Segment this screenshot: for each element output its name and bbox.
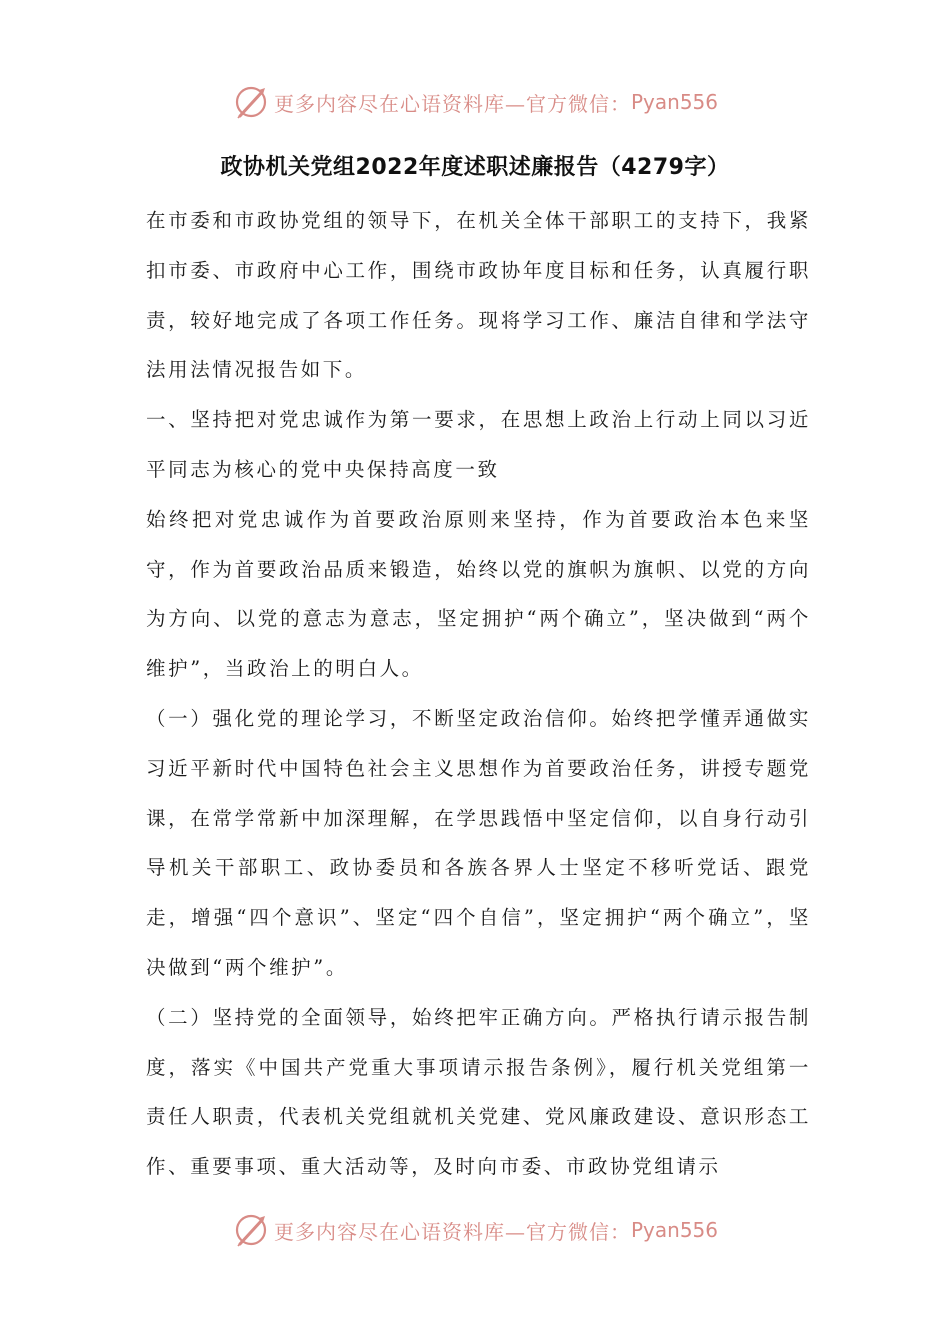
banner-wechat-id: Pyan556: [630, 1218, 718, 1242]
footer-banner: [0, 1208, 950, 1252]
paragraph-subsection-2: （二）坚持党的全面领导，始终把牢正确方向。严格执行请示报告制度，落实《中国共产党重大事项请示报告条例》，履行机关党组第一责任人职责，代表机关党组就机关党建、党风廉政建设、意识形态工作、重要事项、重大活动等，及时向市委、市政协党组请示: [146, 1005, 811, 1179]
banner-text: 更多内容尽在心语资料库—官方微信：: [273, 1219, 631, 1244]
paragraph-section-1: 始终把对党忠诚作为首要政治原则来坚持，作为首要政治本色来坚守，作为首要政治品质来锻造，始终以党的旗帜为旗帜、以党的方向为方向、以党的意志为意志，坚定拥护“两个确立”，坚决做到“两个维护”，当政治上的明白人。: [146, 507, 811, 681]
banner-text: 更多内容尽在心语资料库—官方微信：: [273, 91, 631, 116]
document-title: 政协机关党组2022年度述职述廉报告（4279字）: [220, 155, 730, 180]
header-banner: [0, 80, 950, 124]
document-body: [146, 196, 811, 1192]
paragraph-intro: 在市委和市政协党组的领导下，在机关全体干部职工的支持下，我紧扣市委、市政府中心工作，围绕市政协年度目标和任务，认真履行职责，较好地完成了各项工作任务。现将学习工作、廉洁自律和学法守法用法情况报告如下。: [146, 209, 811, 382]
pen-logo-icon: [232, 1210, 272, 1250]
pen-logo-icon: [232, 82, 272, 122]
banner-wechat-id: Pyan556: [630, 90, 718, 114]
section-heading-1: 一、坚持把对党忠诚作为第一要求，在思想上政治上行动上同以习近平同志为核心的党中央保持高度一致: [146, 408, 811, 481]
paragraph-subsection-1: （一）强化党的理论学习，不断坚定政治信仰。始终把学懂弄通做实习近平新时代中国特色社会主义思想作为首要政治任务，讲授专题党课，在常学常新中加深理解，在学思践悟中坚定信仰，以自身行动引导机关干部职工、政协委员和各族各界人士坚定不移听党话、跟党走，增强“四个意识”、坚定“四个自信”，坚定拥护“两个确立”，坚决做到“两个维护”。: [146, 706, 811, 979]
